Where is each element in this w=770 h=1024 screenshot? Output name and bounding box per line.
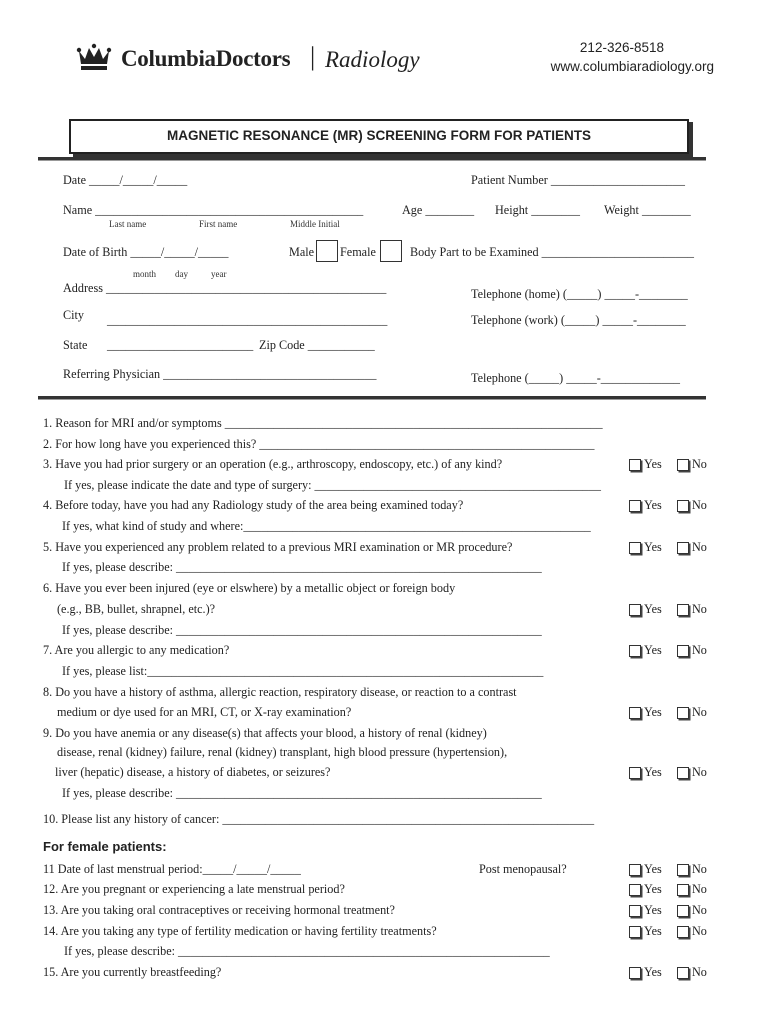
dob-month-label: month bbox=[133, 269, 157, 279]
q14-no-checkbox[interactable] bbox=[677, 926, 689, 938]
question-6-continued: (e.g., BB, bullet, shrapnel, etc.)? bbox=[57, 602, 216, 616]
name-last-label: Last name bbox=[109, 219, 147, 229]
q3-yes-label: Yes bbox=[644, 457, 662, 471]
contact-phone: 212-326-8518 bbox=[579, 40, 664, 55]
question-14-followup[interactable]: If yes, please describe: _____________________________________________________________ bbox=[64, 944, 550, 958]
q8-yes-label: Yes bbox=[644, 705, 662, 719]
referring-physician-field[interactable]: Referring Physician ___________________________________ bbox=[63, 367, 377, 381]
q6-no-label: No bbox=[692, 602, 707, 616]
name-field[interactable]: Name ____________________________________________ bbox=[63, 203, 364, 217]
question-5: 5. Have you experienced any problem related to a previous MRI examination or MR procedure? bbox=[43, 540, 513, 554]
date-field[interactable]: Date _____/_____/_____ bbox=[63, 173, 188, 187]
question-12: 12. Are you pregnant or experiencing a late menstrual period? bbox=[43, 882, 345, 896]
q4-yes-checkbox[interactable] bbox=[629, 500, 641, 512]
q13-yes-checkbox[interactable] bbox=[629, 905, 641, 917]
question-14: 14. Are you taking any type of fertility medication or having fertility treatments? bbox=[43, 924, 437, 938]
q7-yes-checkbox[interactable] bbox=[629, 645, 641, 657]
q11-no-checkbox[interactable] bbox=[677, 864, 689, 876]
q8-no-checkbox[interactable] bbox=[677, 707, 689, 719]
height-field[interactable]: Height ________ bbox=[495, 203, 580, 217]
name-first-label: First name bbox=[199, 219, 238, 229]
logo-wordmark: ColumbiaDoctors bbox=[121, 46, 291, 71]
q14-no-label: No bbox=[692, 924, 707, 938]
q6-yes-checkbox[interactable] bbox=[629, 604, 641, 616]
question-10[interactable]: 10. Please list any history of cancer: _____________________________________________________________ bbox=[43, 812, 595, 826]
q15-yes-label: Yes bbox=[644, 965, 662, 979]
age-field[interactable]: Age ________ bbox=[402, 203, 475, 217]
q15-no-label: No bbox=[692, 965, 707, 979]
question-9-continued-2: liver (hepatic) disease, a history of diabetes, or seizures? bbox=[55, 765, 331, 779]
top-divider bbox=[38, 157, 706, 161]
dob-field[interactable]: Date of Birth _____/_____/_____ bbox=[63, 245, 229, 259]
q14-yes-label: Yes bbox=[644, 924, 662, 938]
q14-yes-checkbox[interactable] bbox=[629, 926, 641, 938]
q4-no-label: No bbox=[692, 498, 707, 512]
q5-no-label: No bbox=[692, 540, 707, 554]
contact-website: www.columbiaradiology.org bbox=[550, 59, 714, 74]
city-label: City bbox=[63, 308, 84, 322]
q12-yes-checkbox[interactable] bbox=[629, 884, 641, 896]
q3-no-label: No bbox=[692, 457, 707, 471]
question-9-followup[interactable]: If yes, please describe: ____________________________________________________________ bbox=[62, 786, 542, 800]
question-3-followup[interactable]: If yes, please indicate the date and type of surgery: _______________________________________________ bbox=[64, 478, 601, 492]
question-11-post-menopausal: Post menopausal? bbox=[479, 862, 567, 876]
male-label: Male bbox=[289, 245, 315, 259]
question-2[interactable]: 2. For how long have you experienced this? _______________________________________________________ bbox=[43, 437, 595, 451]
q11-yes-label: Yes bbox=[644, 862, 662, 876]
q3-no-checkbox[interactable] bbox=[677, 459, 689, 471]
mid-divider bbox=[38, 396, 706, 400]
crown-logo-icon bbox=[76, 42, 112, 72]
form-title: MAGNETIC RESONANCE (MR) SCREENING FORM FOR PATIENTS bbox=[167, 128, 591, 143]
question-11[interactable]: 11 Date of last menstrual period:_____/_____/_____ bbox=[43, 862, 301, 876]
q5-no-checkbox[interactable] bbox=[677, 542, 689, 554]
q5-yes-label: Yes bbox=[644, 540, 662, 554]
name-middle-label: Middle Initial bbox=[290, 219, 340, 229]
q9-no-label: No bbox=[692, 765, 707, 779]
telephone-field[interactable]: Telephone (_____) _____-_____________ bbox=[471, 371, 681, 385]
male-checkbox[interactable] bbox=[316, 240, 338, 262]
telephone-work-field[interactable]: Telephone (work) (_____) _____-________ bbox=[471, 313, 686, 327]
question-6-followup[interactable]: If yes, please describe: ____________________________________________________________ bbox=[62, 623, 542, 637]
logo-separator: | bbox=[310, 42, 316, 71]
dob-day-label: day bbox=[175, 269, 188, 279]
question-4: 4. Before today, have you had any Radiology study of the area being examined today? bbox=[43, 498, 464, 512]
q8-yes-checkbox[interactable] bbox=[629, 707, 641, 719]
q7-yes-label: Yes bbox=[644, 643, 662, 657]
q13-no-checkbox[interactable] bbox=[677, 905, 689, 917]
question-6: 6. Have you ever been injured (eye or elswhere) by a metallic object or foreign body bbox=[43, 581, 456, 595]
q9-yes-label: Yes bbox=[644, 765, 662, 779]
q11-yes-checkbox[interactable] bbox=[629, 864, 641, 876]
q6-no-checkbox[interactable] bbox=[677, 604, 689, 616]
state-field[interactable]: ________________________ bbox=[107, 338, 254, 352]
question-8-continued: medium or dye used for an MRI, CT, or X-ray examination? bbox=[57, 705, 352, 719]
q6-yes-label: Yes bbox=[644, 602, 662, 616]
dob-year-label: year bbox=[211, 269, 227, 279]
q9-yes-checkbox[interactable] bbox=[629, 767, 641, 779]
q7-no-checkbox[interactable] bbox=[677, 645, 689, 657]
question-7-followup[interactable]: If yes, please list:_________________________________________________________________ bbox=[62, 664, 544, 678]
question-9-continued-1: disease, renal (kidney) failure, renal (kidney) transplant, high blood pressure (hypertension), bbox=[57, 745, 508, 759]
q12-no-label: No bbox=[692, 882, 707, 896]
q4-yes-label: Yes bbox=[644, 498, 662, 512]
question-13: 13. Are you taking oral contraceptives or receiving hormonal treatment? bbox=[43, 903, 395, 917]
zip-field[interactable]: Zip Code ___________ bbox=[259, 338, 375, 352]
question-1[interactable]: 1. Reason for MRI and/or symptoms ______________________________________________________________ bbox=[43, 416, 603, 430]
q9-no-checkbox[interactable] bbox=[677, 767, 689, 779]
question-9: 9. Do you have anemia or any disease(s) that affects your blood, a history of renal (kidney) bbox=[43, 726, 487, 740]
female-section-heading: For female patients: bbox=[43, 839, 167, 854]
q11-no-label: No bbox=[692, 862, 707, 876]
q15-yes-checkbox[interactable] bbox=[629, 967, 641, 979]
logo-department: Radiology bbox=[325, 47, 420, 72]
state-label: State bbox=[63, 338, 88, 352]
q13-yes-label: Yes bbox=[644, 903, 662, 917]
body-part-field[interactable]: Body Part to be Examined _________________________ bbox=[410, 245, 695, 259]
q5-yes-checkbox[interactable] bbox=[629, 542, 641, 554]
question-3: 3. Have you had prior surgery or an operation (e.g., arthroscopy, endoscopy, etc.) of any kind? bbox=[43, 457, 503, 471]
q13-no-label: No bbox=[692, 903, 707, 917]
q4-no-checkbox[interactable] bbox=[677, 500, 689, 512]
patient-number-field[interactable]: Patient Number ______________________ bbox=[471, 173, 685, 187]
q8-no-label: No bbox=[692, 705, 707, 719]
q7-no-label: No bbox=[692, 643, 707, 657]
question-4-followup[interactable]: If yes, what kind of study and where:_________________________________________________________ bbox=[62, 519, 591, 533]
question-8: 8. Do you have a history of asthma, allergic reaction, respiratory disease, or reaction to a contrast bbox=[43, 685, 517, 699]
city-field[interactable]: ______________________________________________ bbox=[107, 313, 388, 327]
q12-yes-label: Yes bbox=[644, 882, 662, 896]
q12-no-checkbox[interactable] bbox=[677, 884, 689, 896]
q3-yes-checkbox[interactable] bbox=[629, 459, 641, 471]
question-15: 15. Are you currently breastfeeding? bbox=[43, 965, 222, 979]
female-checkbox[interactable] bbox=[380, 240, 402, 262]
question-7: 7. Are you allergic to any medication? bbox=[43, 643, 230, 657]
female-label: Female bbox=[340, 245, 376, 259]
address-field[interactable]: Address ______________________________________________ bbox=[63, 281, 387, 295]
weight-field[interactable]: Weight ________ bbox=[604, 203, 691, 217]
question-5-followup[interactable]: If yes, please describe: ____________________________________________________________ bbox=[62, 560, 542, 574]
telephone-home-field[interactable]: Telephone (home) (_____) _____-________ bbox=[471, 287, 688, 301]
q15-no-checkbox[interactable] bbox=[677, 967, 689, 979]
